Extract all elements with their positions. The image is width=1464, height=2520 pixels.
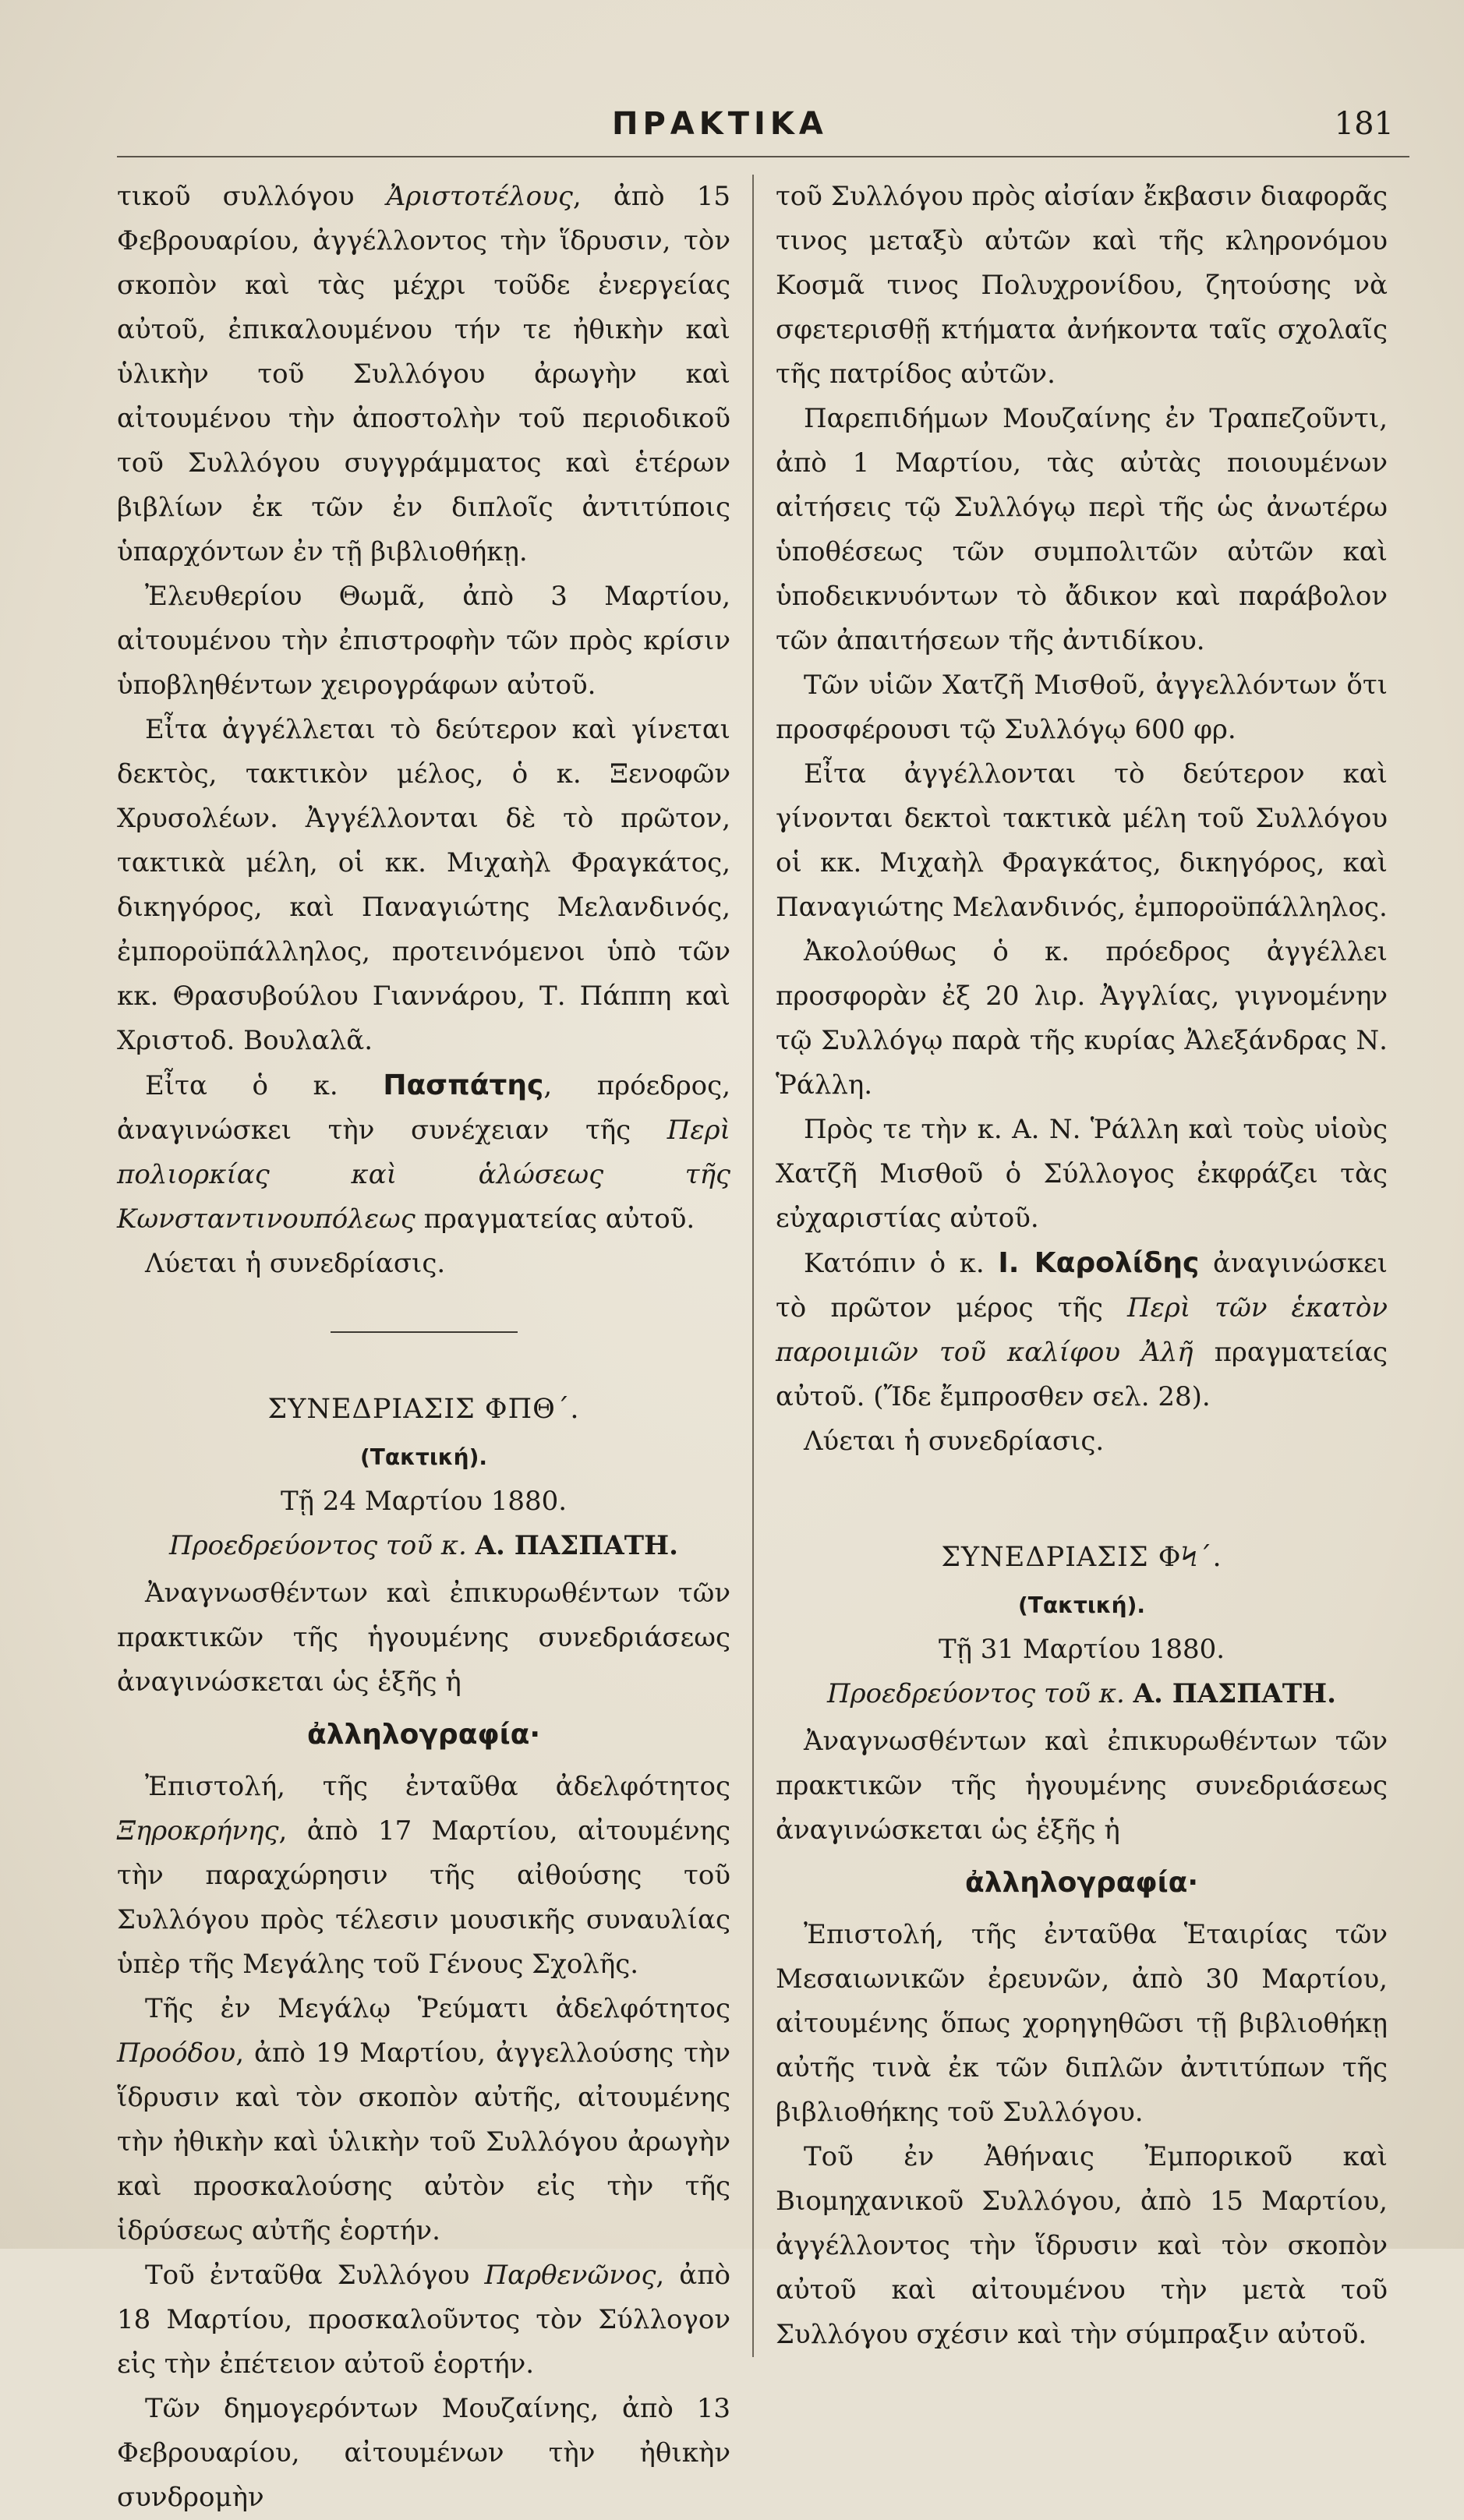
session-intro: Ἀναγνωσθέντων καὶ ἐπικυρωθέντων τῶν πρακτικῶν τῆς ἡγουμένης συνεδριάσεως ἀναγινώσκεται ὡς ἑξῆς ἡ	[776, 1726, 1388, 1846]
session-president: Προεδρεύοντος τοῦ κ. Α. ΠΑΣΠΑΤΗ.	[168, 1530, 678, 1561]
left-para-4: Εἶτα ὁ κ. Πασπάτης, πρόεδρος, ἀναγινώσκει τὴν συνέχειαν τῆς Περὶ πολιορκίας καὶ ἁλώσεως τῆς Κωνσταντινουπόλεως πραγματείας αὐτοῦ.	[117, 1069, 730, 1235]
letter-xirokrini: Ἐπιστολή, τῆς ἐνταῦθα ἀδελφότητος Ξηροκρήνης, ἀπὸ 17 Μαρτίου, αἰτουμένης τὴν παραχώρησιν τῆς αἰθούσης τοῦ Συλλόγου πρὸς τέλεσιν μουσικῆς συναυλίας ὑπὲρ τῆς Μεγάλης τοῦ Γένους Σχολῆς.	[117, 1771, 730, 1980]
running-header	[117, 101, 1409, 157]
session-president: Προεδρεύοντος τοῦ κ. Α. ΠΑΣΠΑΤΗ.	[826, 1678, 1336, 1709]
right-column	[752, 175, 1388, 2357]
session-type: (Τακτική).	[359, 1444, 488, 1470]
left-column	[117, 175, 752, 2520]
session-title-fq: ΣΥΝΕΔΡΙΑΣΙΣ ΦϞ΄.	[941, 1542, 1222, 1573]
two-column-body	[117, 175, 1409, 2520]
left-para-2: Ἐλευθερίου Θωμᾶ, ἀπὸ 3 Μαρτίου, αἰτουμένου τὴν ἐπιστροφὴν τῶν πρὸς κρίσιν ὑποβληθέντων χειρογράφων αὐτοῦ.	[117, 581, 730, 701]
left-para-3: Εἶτα ἀγγέλλεται τὸ δεύτερον καὶ γίνεται δεκτὸς, τακτικὸν μέλος, ὁ κ. Ξενοφῶν Χρυσολέων. Ἀγγέλλονται δὲ τὸ πρῶτον, τακτικὰ μέλη, οἱ κκ. Μιχαὴλ Φραγκάτος, δικηγόρος, καὶ Παναγιώτης Μελανδινός, ἐμποροϋπάλληλος, προτεινόμενοι ὑπὸ τῶν κκ. Θρασυβούλου Γιαννάρου, Τ. Πάππη καὶ Χριστοδ. Βουλαλᾶ.	[117, 714, 730, 1056]
right-para-4: Εἶτα ἀγγέλλονται τὸ δεύτερον καὶ γίνονται δεκτοὶ τακτικὰ μέλη τοῦ Συλλόγου οἱ κκ. Μιχαὴλ Φραγκάτος, δικηγόρος, καὶ Παναγιώτης Μελανδινός, ἐμποροϋπάλληλος.	[776, 758, 1388, 923]
session-date: Τῇ 24 Μαρτίου 1880.	[280, 1486, 568, 1517]
left-para-1: τικοῦ συλλόγου Ἀριστοτέλους, ἀπὸ 15 Φεβρουαρίου, ἀγγέλλοντος τὴν ἵδρυσιν, τὸν σκοπὸν καὶ τὰς μέχρι τοῦδε ἐνεργείας αὐτοῦ, ἐπικαλουμένου τήν τε ἠθικὴν καὶ ὑλικὴν τοῦ Συλλόγου ἀρωγὴν καὶ αἰτουμένου τὴν ἀποστολὴν τοῦ περιοδικοῦ τοῦ Συλλόγου συγγράμματος καὶ ἑτέρων βιβλίων ἐκ τῶν ἐν διπλοῖς ἀντιτύποις ὑπαρχόντων ἐν τῇ βιβλιοθήκῃ.	[117, 181, 730, 567]
running-title: ΠΡΑΚΤΙΚΑ	[612, 106, 828, 142]
session-type: (Τακτική).	[1017, 1592, 1146, 1618]
letter-proodos: Τῆς ἐν Μεγάλῳ Ῥεύματι ἀδελφότητος Προόδου, ἀπὸ 19 Μαρτίου, ἀγγελλούσης τὴν ἵδρυσιν καὶ τὸν σκοπὸν αὐτῆς, αἰτουμένης τὴν ἠθικὴν καὶ ὑλικὴν τοῦ Συλλόγου ἀρωγὴν καὶ προσκαλούσης αὐτὸν εἰς τὴν τῆς ἱδρύσεως αὐτῆς ἑορτήν.	[117, 1993, 730, 2246]
section-rule	[331, 1331, 518, 1333]
right-para-3: Τῶν υἱῶν Χατζῆ Μισθοῦ, ἀγγελλόντων ὅτι προσφέρουσι τῷ Συλλόγῳ 600 φρ.	[776, 670, 1388, 745]
letter-commercial-society: Τοῦ ἐν Ἀθήναις Ἐμπορικοῦ καὶ Βιομηχανικοῦ Συλλόγου, ἀπὸ 15 Μαρτίου, ἀγγέλλοντος τὴν ἵδρυσιν καὶ τὸν σκοπὸν αὐτοῦ καὶ αἰτουμένου τὴν μετὰ τοῦ Συλλόγου σχέσιν καὶ τὴν σύμπραξιν αὐτοῦ.	[776, 2141, 1388, 2350]
correspondence-heading: ἀλληλογραφία·	[964, 1867, 1199, 1899]
session-title-fpth: ΣΥΝΕΔΡΙΑΣΙΣ ΦΠΘ΄.	[267, 1394, 580, 1425]
left-para-5: Λύεται ἡ συνεδρίασις.	[145, 1248, 446, 1279]
letter-parthenon: Τοῦ ἐνταῦθα Συλλόγου Παρθενῶνος, ἀπὸ 18 Μαρτίου, προσκαλοῦντος τὸν Σύλλογον εἰς τὴν ἐπέτειον αὐτοῦ ἑορτήν.	[117, 2260, 731, 2380]
right-para-2: Παρεπιδήμων Μουζαίνης ἐν Τραπεζοῦντι, ἀπὸ 1 Μαρτίου, τὰς αὐτὰς ποιουμένων αἰτήσεις τῷ Συλλόγῳ περὶ τῆς ὡς ἀνωτέρω ὑποθέσεως τῶν συμπολιτῶν αὐτῶν καὶ ὑποδεικνυόντων τὸ ἄδικον καὶ παράβολον τῶν ἀπαιτήσεων τῆς ἀντιδίκου.	[776, 403, 1388, 656]
right-para-6: Πρὸς τε τὴν κ. Α. Ν. Ῥάλλη καὶ τοὺς υἱοὺς Χατζῆ Μισθοῦ ὁ Σύλλογος ἐκφράζει τὰς εὐχαριστίας αὐτοῦ.	[776, 1114, 1388, 1234]
session-date: Τῇ 31 Μαρτίου 1880.	[938, 1634, 1225, 1665]
right-para-1: τοῦ Συλλόγου πρὸς αἰσίαν ἔκβασιν διαφορᾶς τινος μεταξὺ αὐτῶν καὶ τῆς κληρονόμου Κοσμᾶ τινος Πολυχρονίδου, ζητούσης νὰ σφετερισθῇ κτήματα ἀνήκοντα ταῖς σχολαῖς τῆς πατρίδος αὐτῶν.	[776, 181, 1388, 390]
correspondence-heading: ἀλληλογραφία·	[306, 1719, 541, 1751]
right-para-7: Κατόπιν ὁ κ. Ι. Καρολίδης ἀναγινώσκει τὸ πρῶτον μέρος τῆς Περὶ τῶν ἑκατὸν παροιμιῶν τοῦ καλίφου Ἀλῆ πραγματείας αὐτοῦ. (Ἴδε ἔμπροσθεν σελ. 28).	[776, 1247, 1388, 1412]
right-para-5: Ἀκολούθως ὁ κ. πρόεδρος ἀγγέλλει προσφορὰν ἐξ 20 λιρ. Ἀγγλίας, γιγνομένην τῷ Συλλόγῳ παρὰ τῆς κυρίας Ἀλεξάνδρας Ν. Ῥάλλη.	[776, 936, 1388, 1101]
letter-mouzaini: Τῶν δημογερόντων Μουζαίνης, ἀπὸ 13 Φεβρουαρίου, αἰτουμένων τὴν ἠθικὴν συνδρομὴν	[117, 2393, 730, 2513]
letter-medieval-society: Ἐπιστολή, τῆς ἐνταῦθα Ἑταιρίας τῶν Μεσαιωνικῶν ἐρευνῶν, ἀπὸ 30 Μαρτίου, αἰτουμένης ὅπως χορηγηθῶσι τῇ βιβλιοθήκῃ αὐτῆς τινὰ ἐκ τῶν διπλῶν ἀντιτύπων τῆς βιβλιοθήκης τοῦ Συλλόγου.	[776, 1919, 1388, 2128]
page-number: 181	[1334, 106, 1394, 142]
right-para-8: Λύεται ἡ συνεδρίασις.	[804, 1426, 1105, 1457]
session-intro: Ἀναγνωσθέντων καὶ ἐπικυρωθέντων τῶν πρακτικῶν τῆς ἡγουμένης συνεδριάσεως ἀναγινώσκεται ὡς ἑξῆς ἡ	[117, 1578, 730, 1698]
